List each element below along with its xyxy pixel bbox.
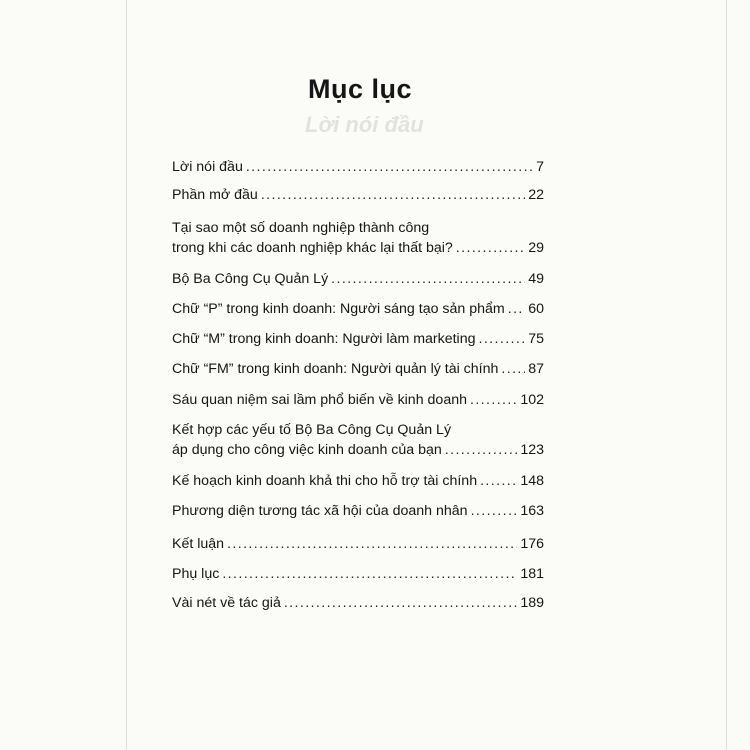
toc-entry-row <box>172 593 544 613</box>
toc-entry-row <box>172 269 544 289</box>
toc-entry-row <box>172 564 544 584</box>
toc-entry <box>172 593 544 613</box>
toc-entry-row <box>172 501 544 521</box>
dot-leader <box>470 390 517 410</box>
toc-page-number: 7 <box>536 159 544 175</box>
toc-page-number: 189 <box>520 595 544 611</box>
toc-entry-row <box>172 440 544 460</box>
page-edge-line <box>726 0 727 750</box>
dot-leader <box>456 238 525 258</box>
toc-entry-row <box>172 471 544 491</box>
toc-entry-row <box>172 299 544 319</box>
toc-entry <box>172 157 544 177</box>
toc-page-number: 87 <box>528 361 544 377</box>
toc-entry-row <box>172 329 544 349</box>
dot-leader <box>480 471 517 491</box>
toc-page-number: 60 <box>528 301 544 317</box>
dot-leader <box>246 157 533 177</box>
toc-page-number: 148 <box>520 473 544 489</box>
toc-entry <box>172 420 544 460</box>
toc-entry-title-line: Tại sao một số doanh nghiệp thành công <box>172 220 430 236</box>
dot-leader <box>479 329 526 349</box>
toc-entry-row <box>172 238 544 258</box>
toc-entry-title: Kết luận <box>172 536 225 552</box>
toc-page-number: 102 <box>520 392 544 408</box>
toc-entry <box>172 534 544 554</box>
toc-entry <box>172 564 544 584</box>
toc-entry-title: Lời nói đầu <box>172 159 243 175</box>
toc-entry <box>172 390 544 410</box>
toc-entry-row <box>172 185 544 205</box>
toc-entry <box>172 299 544 319</box>
toc-entry-row <box>172 157 544 177</box>
toc-entry-title: Kế hoạch kinh doanh khả thi cho hỗ trợ tài chính <box>172 473 478 489</box>
dot-leader <box>222 564 517 584</box>
toc-entry-row <box>172 359 544 379</box>
dot-leader <box>445 440 518 460</box>
toc-entry-title: Chữ “M” trong kinh doanh: Người làm marketing <box>172 331 476 347</box>
toc-page-number: 181 <box>520 566 544 582</box>
toc-entry-title: trong khi các doanh nghiệp khác lại thất bại? <box>172 240 453 256</box>
toc-entry-title: Bộ Ba Công Cụ Quản Lý <box>172 271 329 287</box>
toc-entry-title: Phụ lục <box>172 566 220 582</box>
dot-leader <box>261 185 525 205</box>
toc-entry-title: áp dụng cho công việc kinh doanh của bạn <box>172 442 442 458</box>
toc-page-number: 75 <box>528 331 544 347</box>
dot-leader <box>501 359 525 379</box>
toc-entry-title: Chữ “FM” trong kinh doanh: Người quản lý tài chính <box>172 361 499 377</box>
toc-entry <box>172 218 544 258</box>
toc-page-number: 163 <box>520 503 544 519</box>
toc-entry-title: Sáu quan niệm sai lầm phổ biến về kinh doanh <box>172 392 467 408</box>
toc-entry-row <box>172 390 544 410</box>
toc-page-number: 176 <box>520 536 544 552</box>
toc-entry <box>172 185 544 205</box>
toc-entry-title: Chữ “P” trong kinh doanh: Người sáng tạo sản phẩm <box>172 301 505 317</box>
dot-leader <box>508 299 525 319</box>
toc-entry <box>172 501 544 521</box>
toc-entry <box>172 329 544 349</box>
dot-leader <box>331 269 525 289</box>
toc-page-number: 123 <box>520 442 544 458</box>
dot-leader <box>471 501 518 521</box>
toc-entry <box>172 471 544 491</box>
toc-entry <box>172 269 544 289</box>
page-title: Mục lục <box>307 74 412 104</box>
page-edge-line <box>126 0 127 750</box>
toc-page-number: 29 <box>528 240 544 256</box>
dot-leader <box>227 534 517 554</box>
toc-entry-row <box>172 534 544 554</box>
toc-page-number: 22 <box>528 187 544 203</box>
ghost-heading: Lời nói đầu <box>305 112 424 137</box>
toc-page-number: 49 <box>528 271 544 287</box>
toc-entry <box>172 359 544 379</box>
toc-entry-title-line: Kết hợp các yếu tố Bộ Ba Công Cụ Quản Lý <box>172 422 452 438</box>
dot-leader <box>284 593 517 613</box>
toc-entry-title: Vài nét về tác giả <box>172 595 281 611</box>
toc-entry-title: Phần mở đầu <box>172 187 258 203</box>
toc-entry-title: Phương diện tương tác xã hội của doanh nhân <box>172 503 468 519</box>
